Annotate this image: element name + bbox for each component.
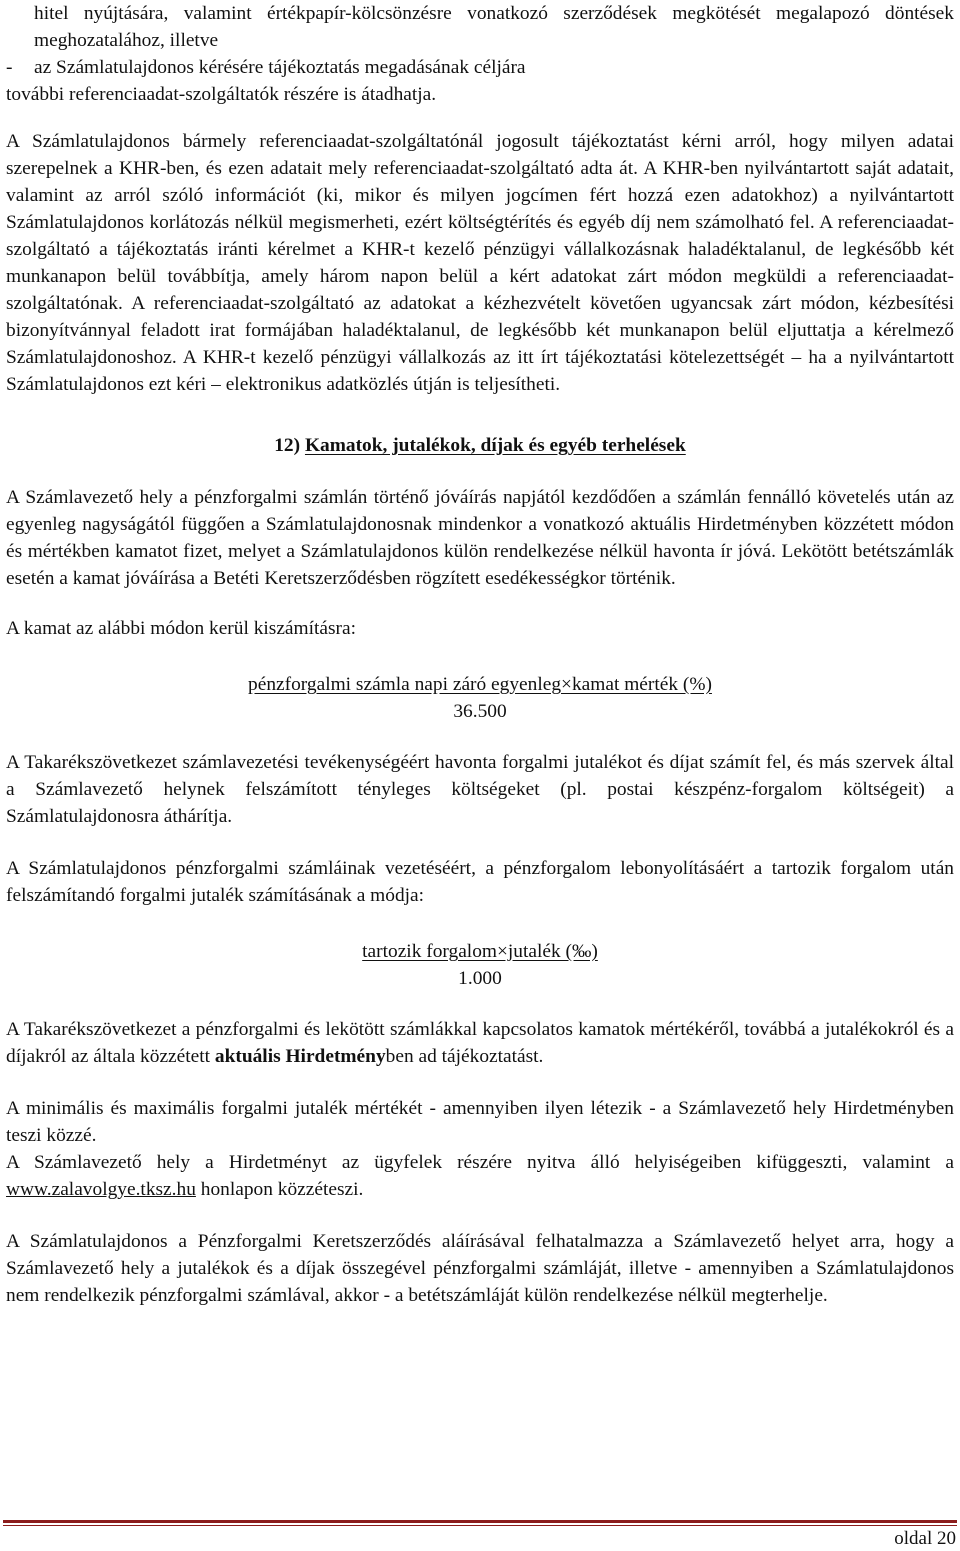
document-page <box>6 0 954 1309</box>
continued-paragraph: hitel nyújtására, valamint értékpapír-kölcsönzésre vonatkozó szerződések megkötését megalapozó döntések meghozatalához, illetve <box>34 3 954 51</box>
commission-formula <box>6 938 954 992</box>
fees-paragraph: A Takarékszövetkezet számlavezetési tevékenységéért havonta forgalmi jutalékot és díjat számít fel, és más szervek által a Számlavezető helynek felszámított tényleges költségeket (pl. postai készpénz-forgalom költségeit) a Számlatulajdonosra áthárítja. <box>6 752 954 827</box>
calculation-intro: A kamat az alábbi módon kerül kiszámításra: <box>6 618 356 639</box>
notice-text-end: ben ad tájékoztatást. <box>385 1046 544 1067</box>
notice-text: A Takarékszövetkezet a pénzforgalmi és lekötött számlákkal kapcsolatos kamatok mértékéről, továbbá a jutalékokról és a díjakról az általa közzétett <box>6 1019 954 1067</box>
interest-formula <box>6 671 954 725</box>
notice-bold: aktuális Hirdetmény <box>214 1046 386 1067</box>
minmax-paragraph: A minimális és maximális forgalmi jutalék mértékét - amennyiben ilyen létezik - a Számlavezető hely Hirdetményben teszi közzé. <box>6 1098 954 1146</box>
interest-paragraph: A Számlavezető hely a pénzforgalmi számlán történő jóváírás napjától kezdődően a számlán fennálló követelés után az egyenleg nagyságától függően a Számlatulajdonosnak mindenkor a vonatkozó aktuális Hirdetményben közzétett módon és mértékben kamatot fizet, melyet a Számlatulajdonos külön rendelkezése nélkül havonta ír jóvá. Lekötött betétszámlák esetén a kamat jóváírása a Betéti Keretszerződésben rögzített esedékességkor történik. <box>6 487 954 589</box>
section-number: 12) <box>274 435 301 456</box>
notice-paragraph <box>6 1016 954 1070</box>
khr-paragraph: A Számlatulajdonos bármely referenciaadat-szolgáltatónál jogosult tájékoztatást kérni arról, hogy milyen adatai szerepelnek a KHR-ben, és ezen adatait mely referenciaadat-szolgáltató adta át. A KHR-ben nyilvántartott saját adatait, valamint az arról szóló információt (ki, mikor és milyen jogcímen fért hozzá ezen adatokhoz) a nyilvántartott Számlatulajdonos korlátozás nélkül megismerheti, ezért költségtérítés és egyéb díj nem számolható fel. A referenciaadat-szolgáltató a tájékoztatás iránti kérelmet a KHR-t kezelő pénzügyi vállalkozásnak haladéktalanul, de legkésőbb két munkanapon belül továbbítja, amely három napon belül a kért adatokat zárt módon megküldi a referenciaadat-szolgáltatónak. A referenciaadat-szolgáltató az adatokat a kézhezvételt követően ugyancsak zárt módon, kézbesítési bizonyítvánnyal feladott irat formájában haladéktalanul, de legkésőbb két munkanapon belül eljuttatja a kérelmező Számlatulajdonoshoz. A KHR-t kezelő pénzügyi vállalkozás az itt írt tájékoztatási kötelezettségét – ha a nyilvántartott Számlatulajdonos ezt kéri – elektronikus adatközlés útján is teljesítheti. <box>6 131 954 395</box>
dash-list-text: az Számlatulajdonos kérésére tájékoztatás megadásának céljára <box>34 57 526 78</box>
footer-rule <box>3 1520 957 1523</box>
publish-text: A Számlavezető hely a Hirdetményt az ügyfelek részére nyitva álló helyiségeiben kifüggeszti, valamint a <box>6 1152 954 1173</box>
formula-numerator: tartozik forgalom×jutalék (‰) <box>362 941 598 962</box>
continued-line: további referenciaadat-szolgáltatók részére is átadhatja. <box>6 84 437 105</box>
turnover-paragraph: A Számlatulajdonos pénzforgalmi számláinak vezetéséért, a pénzforgalom lebonyolításáért a tartozik forgalom után felszámítandó forgalmi jutalék számításának a módja: <box>6 858 954 906</box>
footer-rule-thin <box>3 1525 957 1526</box>
section-title: Kamatok, jutalékok, díjak és egyéb terhelések <box>304 435 686 456</box>
formula-denominator: 1.000 <box>458 968 502 989</box>
dash-list-item <box>6 54 954 81</box>
page-number: oldal 20 <box>894 1528 956 1549</box>
formula-numerator: pénzforgalmi számla napi záró egyenleg×kamat mérték (%) <box>248 674 712 695</box>
dash-marker: - <box>6 57 13 78</box>
authorize-paragraph: A Számlatulajdonos a Pénzforgalmi Keretszerződés aláírásával felhatalmazza a Számlavezető helyet arra, hogy a Számlavezető hely a jutalékok és a díjak összegével pénzforgalmi számláját, illetve - amennyiben a Számlatulajdonos nem rendelkezik pénzforgalmi számlával, akkor - a betétszámláját külön rendelkezése nélkül megterhelje. <box>6 1231 954 1306</box>
website-link[interactable]: www.zalavolgye.tksz.hu <box>6 1179 196 1200</box>
publish-text-end: honlapon közzéteszi. <box>195 1179 364 1200</box>
section-heading <box>6 432 954 459</box>
formula-denominator: 36.500 <box>453 701 507 722</box>
publish-paragraph <box>6 1149 954 1203</box>
